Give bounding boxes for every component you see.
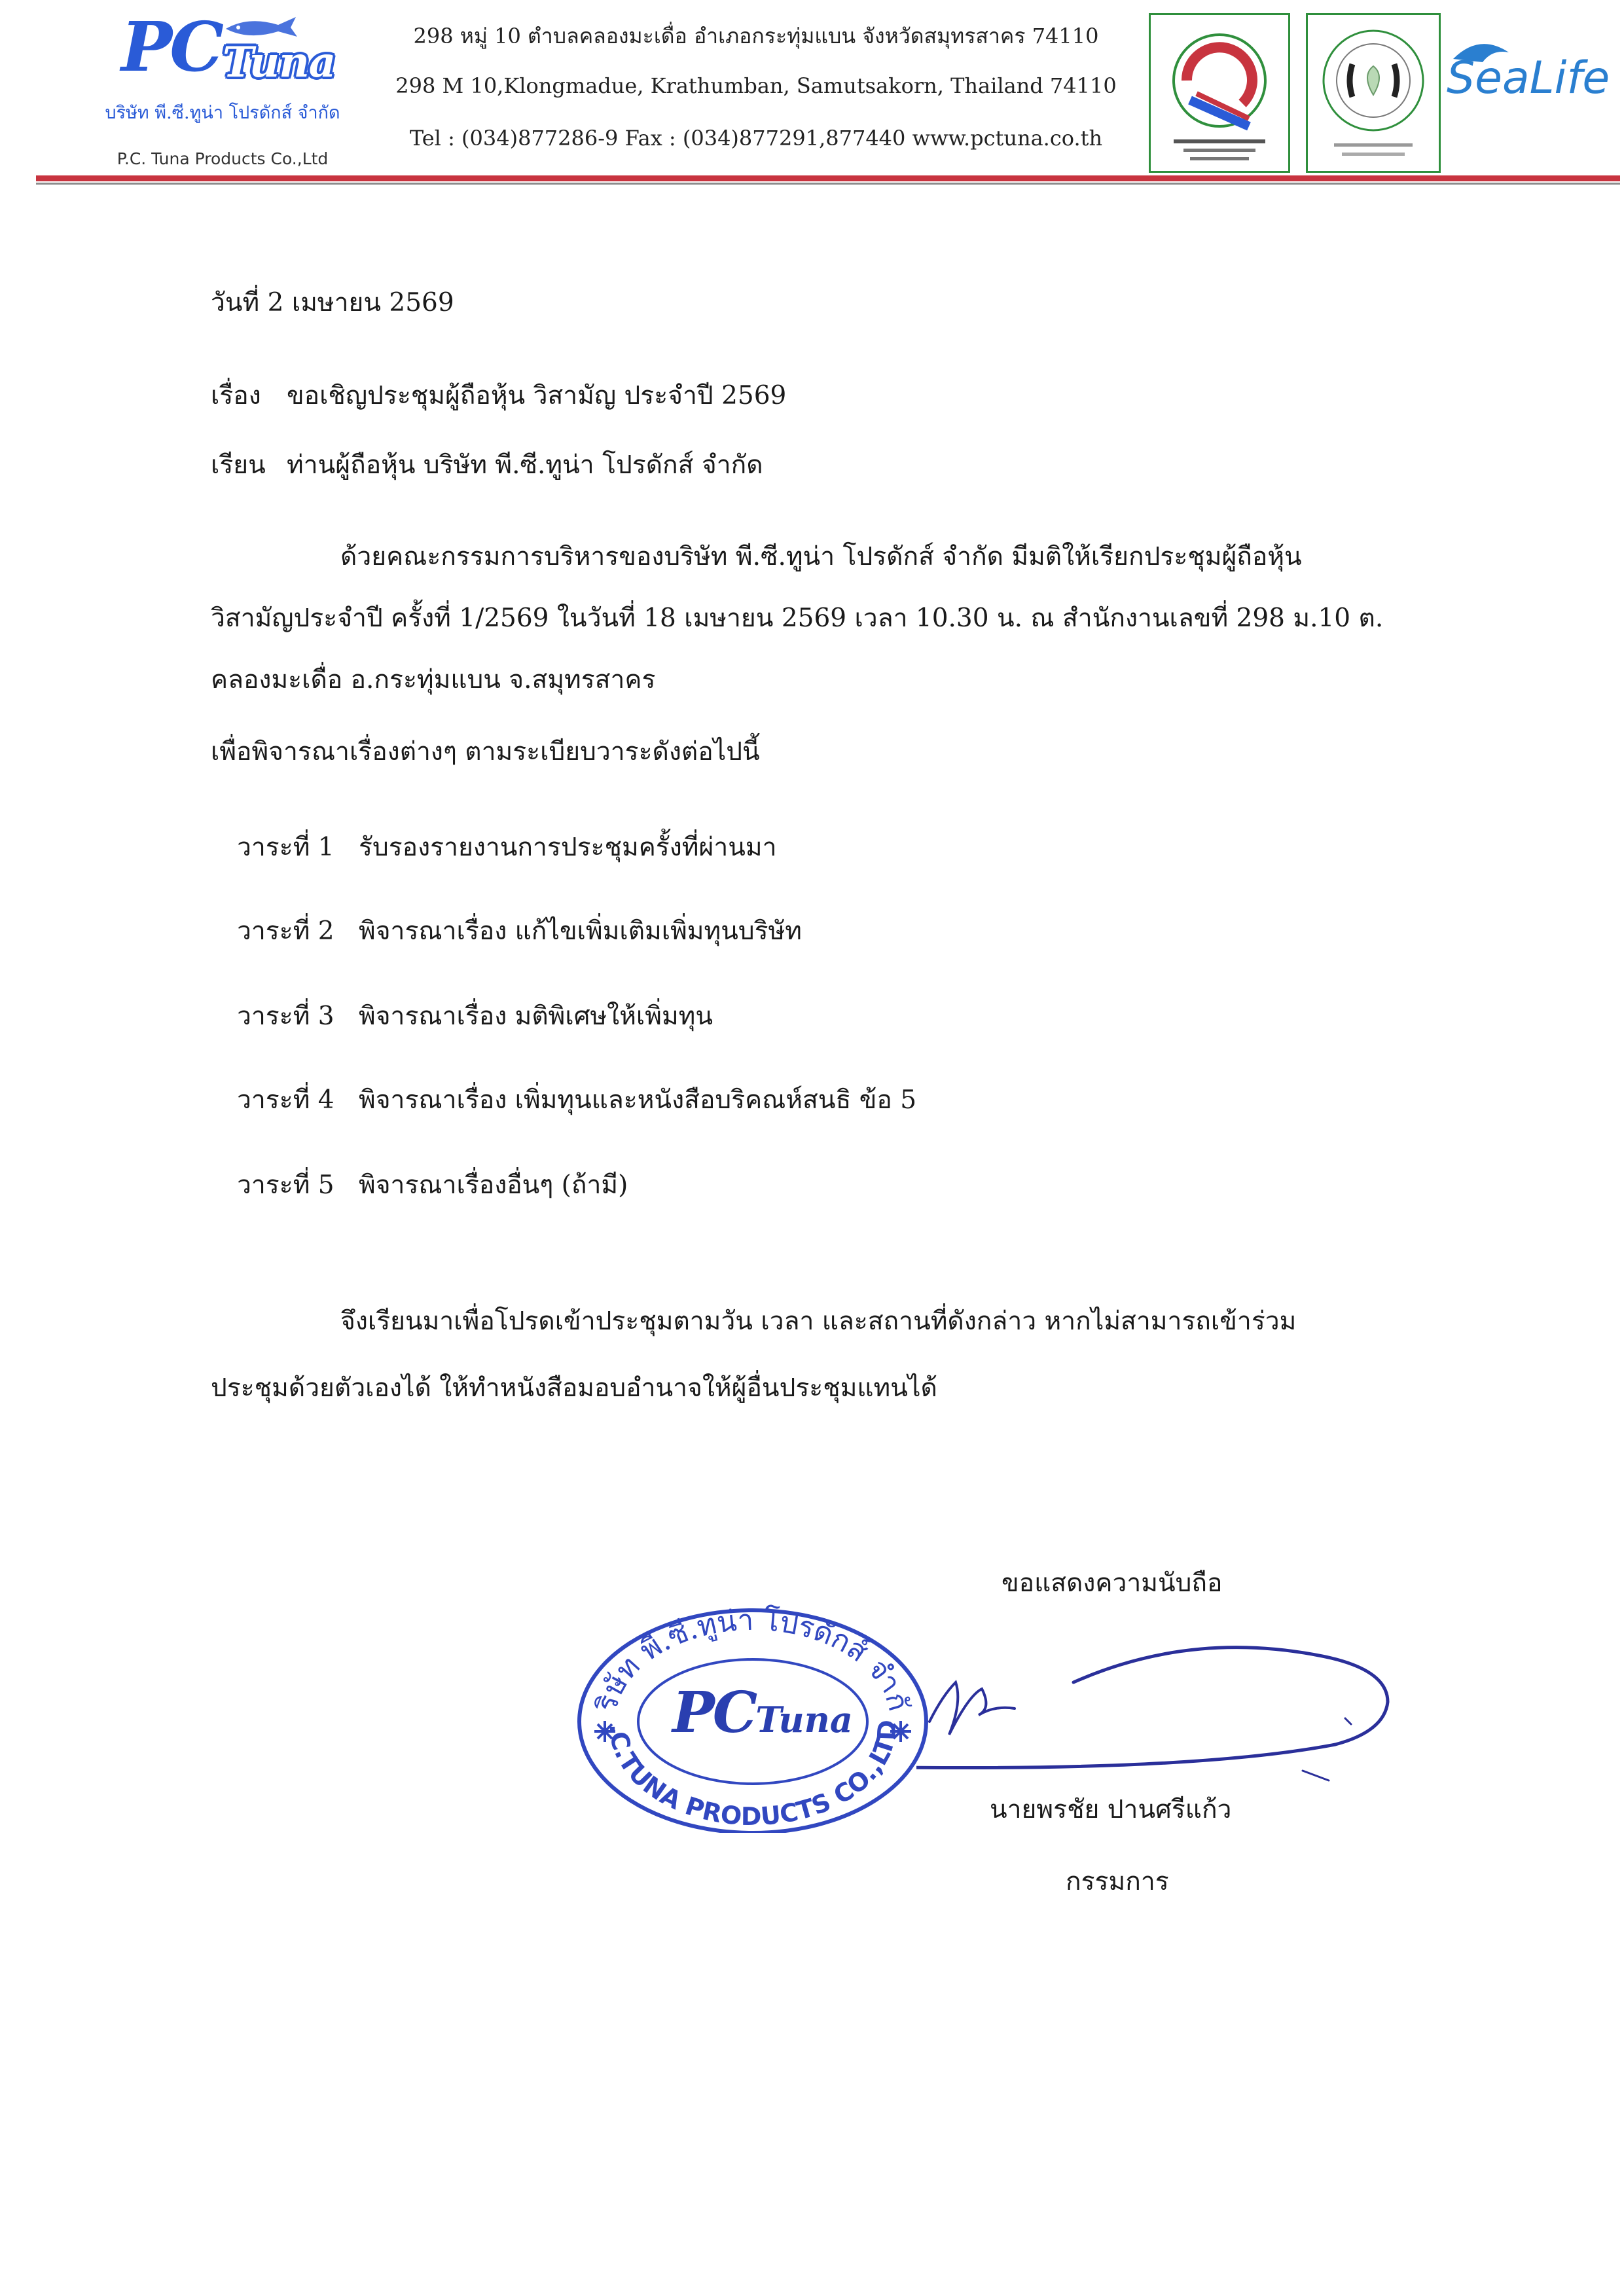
tuna-fish-icon: [223, 14, 301, 41]
agenda-label-3: วาระที่ 3: [237, 1002, 334, 1031]
closing-line-2: ประชุมด้วยตัวเองได้ ให้ทำหนังสือมอบอำนาจให้ผู้อื่นประชุมแทนได้: [211, 1373, 937, 1403]
header-divider: [36, 175, 1620, 181]
subject-label: เรื่อง: [211, 381, 261, 410]
agenda-item-4: พิจารณาเรื่อง เพิ่มทุนและหนังสือบริคณห์สนธิ ข้อ 5: [359, 1085, 917, 1115]
address-english: 298 M 10,Klongmadue, Krathumban, Samutsakorn, Thailand 74110: [395, 73, 1117, 98]
subject-text: ขอเชิญประชุมผู้ถือหุ้น วิสามัญ ประจำปี 2569: [287, 381, 787, 410]
food-safety-certification-logo: [1306, 13, 1441, 173]
letter-date: วันที่ 2 เมษายน 2569: [211, 288, 454, 317]
intro-line-1: ด้วยคณะกรรมการบริหารของบริษัท พี.ซี.ทูน่า โปรดักส์ จำกัด มีมติให้เรียกประชุมผู้ถือหุ้น: [340, 542, 1302, 571]
agenda-item-3: พิจารณาเรื่อง มติพิเศษให้เพิ่มทุน: [359, 1002, 713, 1031]
food-safety-seal-icon: [1308, 15, 1439, 171]
contact-info: Tel : (034)877286-9 Fax : (034)877291,877440 www.pctuna.co.th: [409, 126, 1103, 151]
agenda-item-5: พิจารณาเรื่องอื่นๆ (ถ้ามี): [359, 1170, 628, 1200]
intro-line-3: คลองมะเดื่อ อ.กระทุ่มแบน จ.สมุทรสาคร: [211, 665, 656, 695]
intro-line-2: วิสามัญประจำปี ครั้งที่ 1/2569 ในวันที่ 18 เมษายน 2569 เวลา 10.30 น. ณ สำนักงานเลขที่ 298 ม.10 ต.: [211, 604, 1384, 633]
signer-title: กรรมการ: [1066, 1867, 1169, 1896]
quality-q-icon: [1151, 15, 1288, 171]
agenda-item-1: รับรองรายงานการประชุมครั้งที่ผ่านมา: [359, 833, 777, 862]
agenda-label-5: วาระที่ 5: [237, 1170, 334, 1200]
stamp-text-thai: ริษัท พี.ซี.ทูน่า โปรดักส์ จำกั: [590, 1603, 916, 1715]
sealife-brand-logo: SeaLife: [1447, 52, 1617, 131]
company-logo: PCTuna: [121, 7, 336, 87]
company-name-thai: บริษัท พี.ซี.ทูน่า โปรดักส์ จำกัด: [105, 103, 340, 123]
header-divider-secondary: [36, 183, 1620, 185]
quality-certification-logo: [1149, 13, 1290, 173]
closing-line-1: จึงเรียนมาเพื่อโปรดเข้าประชุมตามวัน เวลา และสถานที่ดังกล่าว หากไม่สามารถเข้าร่วม: [340, 1307, 1297, 1336]
agenda-label-1: วาระที่ 1: [237, 833, 334, 862]
signature-image: [916, 1617, 1427, 1794]
agenda-label-4: วาระที่ 4: [237, 1085, 334, 1115]
company-name-english: P.C. Tuna Products Co.,Ltd: [117, 149, 329, 168]
recipient-label: เรียน: [211, 450, 266, 480]
stamp-logo: PCTuna: [672, 1680, 853, 1746]
agenda-intro: เพื่อพิจารณาเรื่องต่างๆ ตามระเบียบวาระดังต่อไปนี้: [211, 737, 760, 767]
salutation: ขอแสดงความนับถือ: [1001, 1568, 1223, 1598]
recipient-text: ท่านผู้ถือหุ้น บริษัท พี.ซี.ทูน่า โปรดักส์ จำกัด: [287, 450, 763, 480]
agenda-label-2: วาระที่ 2: [237, 916, 334, 946]
stamp-text-english: .C.TUNA PRODUCTS CO.,LTD: [604, 1719, 902, 1832]
address-thai: 298 หมู่ 10 ตำบลคลองมะเดื่อ อำเภอกระทุ่มแบน จังหวัดสมุทรสาคร 74110: [413, 24, 1099, 48]
agenda-item-2: พิจารณาเรื่อง แก้ไขเพิ่มเติมเพิ่มทุนบริษัท: [359, 916, 802, 946]
signer-name: นายพรชัย ปานศรีแก้ว: [990, 1795, 1232, 1824]
